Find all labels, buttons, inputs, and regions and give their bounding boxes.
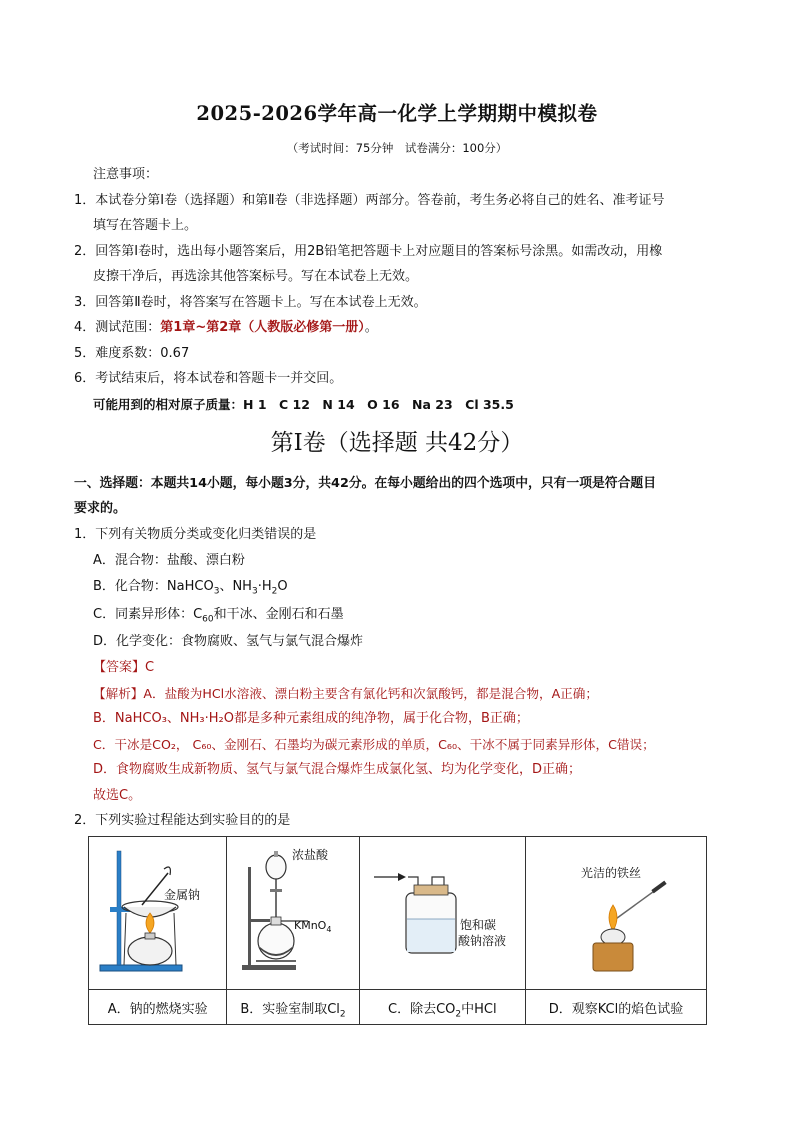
flame-test-figure bbox=[527, 837, 705, 985]
item-number: 1． bbox=[74, 193, 96, 208]
notice-item-6 bbox=[74, 370, 342, 388]
q1-option-b: B．化合物：NaHCO$_3$、$NH_3\cdot H_2O$ bbox=[93, 579, 288, 597]
label-conc-hcl: 浓盐酸 bbox=[291, 848, 328, 862]
section-title: 第Ⅰ卷（选择题 共42分） bbox=[270, 430, 524, 456]
item-text: 测试范围： bbox=[95, 320, 161, 335]
notice-item-4 bbox=[74, 319, 378, 337]
item-number: 5． bbox=[74, 346, 96, 361]
caption-c bbox=[359, 990, 525, 1025]
option-b-text2: 、NH bbox=[219, 579, 252, 594]
item-text: 回答第Ⅰ卷时，选出每小题答案后，用2B铅笔把答题卡上对应题目的答案标号涂黑。如需改动，用橡 bbox=[95, 244, 663, 259]
answer-label: 【答案】 bbox=[93, 660, 146, 675]
q1-analysis-5: 故选C。 bbox=[93, 788, 142, 803]
option-c-sub: 60 bbox=[202, 614, 214, 625]
chlorine-prep-figure bbox=[228, 837, 358, 985]
option-b-text: B．化合物：NaHCO bbox=[93, 579, 214, 594]
q1-analysis-2: B．NaHCO₃、NH₃·H₂O都是多种元素组成的纯净物，属于化合物，B正确； bbox=[93, 711, 529, 726]
q1-analysis-3: C．干冰是CO₂， C₆₀、金刚石、石墨均为碳元素形成的单质，C₆₀、干冰不属于同素异形体，C错误； bbox=[93, 737, 655, 752]
caption-c-text: C．除去CO bbox=[388, 1001, 456, 1017]
item-number: 2． bbox=[74, 244, 96, 259]
item-text: 难度系数：0.67 bbox=[95, 346, 190, 361]
test-scope: 第1章~第2章（人教版必修第一册） bbox=[160, 320, 365, 335]
item-number: 6． bbox=[74, 371, 96, 386]
question-1-stem: 1．下列有关物质分类或变化归类错误的是 bbox=[74, 527, 317, 542]
notice-item-1 bbox=[74, 192, 665, 210]
notice-item-1-cont: 填写在答题卡上。 bbox=[93, 218, 198, 233]
notice-item-2-cont: 皮擦干净后，再选涂其他答案标号。写在本试卷上无效。 bbox=[93, 269, 419, 284]
caption-b-text: B．实验室制取Cl bbox=[240, 1001, 340, 1017]
label-kmno4-sub: 4 bbox=[326, 925, 332, 934]
page-title: 2025-2026学年高一化学上学期期中模拟卷 bbox=[196, 102, 598, 125]
experiment-table bbox=[88, 836, 707, 1025]
option-c-text: C．同素异形体：C bbox=[93, 607, 203, 622]
option-b-text4: O bbox=[277, 579, 288, 594]
q1-option-a: A．混合物：盐酸、漂白粉 bbox=[93, 553, 245, 568]
q1-analysis-4: D．食物腐败生成新物质、氢气与氯气混合爆炸生成氯化氢、均为化学变化，D正确； bbox=[93, 762, 582, 777]
caption-b-sub: 2 bbox=[339, 1009, 346, 1020]
caption-b bbox=[227, 990, 359, 1025]
figure-b-cell bbox=[227, 837, 359, 990]
exam-info: （考试时间：75分钟 试卷满分：100分） bbox=[286, 141, 508, 155]
notice-item-3 bbox=[74, 294, 427, 312]
figure-c-cell bbox=[359, 837, 525, 990]
label-kmno4 bbox=[294, 919, 331, 934]
label-iron-wire: 光洁的铁丝 bbox=[580, 866, 641, 880]
q1-answer bbox=[93, 659, 154, 677]
option-b-text3: ·H bbox=[257, 579, 272, 594]
label-sodium-carbonate-1: 饱和碳 bbox=[460, 918, 497, 932]
caption-d: D．观察KCl的焰色试验 bbox=[525, 990, 706, 1025]
caption-c-suffix: 中HCl bbox=[461, 1001, 497, 1017]
item-text: 考试结束后，将本试卷和答题卡一并交回。 bbox=[95, 371, 343, 386]
q1-option-d: D．化学变化：食物腐败、氢气与氯气混合爆炸 bbox=[93, 634, 364, 649]
gas-washing-figure bbox=[360, 837, 524, 985]
figure-d-cell bbox=[525, 837, 706, 990]
answer-value: C bbox=[145, 660, 155, 675]
item-number: 4． bbox=[74, 320, 96, 335]
item-text: 本试卷分第Ⅰ卷（选择题）和第Ⅱ卷（非选择题）两部分。答卷前，考生务必将自己的姓名、准考证号 bbox=[95, 193, 665, 208]
section-intro-cont: 要求的。 bbox=[74, 501, 127, 516]
label-kmno4-text: KMnO bbox=[293, 919, 327, 932]
caption-a: A．钠的燃烧实验 bbox=[89, 990, 227, 1025]
sodium-combustion-figure bbox=[90, 837, 226, 985]
q1-option-c bbox=[93, 606, 344, 624]
item-text: 回答第Ⅱ卷时，将答案写在答题卡上。写在本试卷上无效。 bbox=[95, 295, 427, 310]
notice-item-5 bbox=[74, 345, 189, 363]
option-c-text2: 和干冰、金刚石和石墨 bbox=[213, 607, 344, 622]
figure-a-cell bbox=[89, 837, 227, 990]
q1-analysis-1: 【解析】A．盐酸为HCl水溶液、漂白粉主要含有氯化钙和次氯酸钙，都是混合物，A正确； bbox=[93, 686, 598, 701]
item-number: 3． bbox=[74, 295, 96, 310]
item-suffix: 。 bbox=[364, 320, 378, 335]
question-2-stem: 2．下列实验过程能达到实验目的的是 bbox=[74, 813, 291, 828]
section-intro: 一、选择题：本题共14小题，每小题3分，共42分。在每小题给出的四个选项中，只有一项是符合题目 bbox=[74, 476, 656, 491]
atomic-masses: 可能用到的相对原子质量：H 1 C 12 N 14 O 16 Na 23 Cl 35.5 bbox=[93, 397, 514, 412]
notice-heading: 注意事项： bbox=[93, 167, 159, 182]
caption-c-sub: 2 bbox=[455, 1009, 462, 1020]
label-sodium-carbonate-2: 酸钠溶液 bbox=[458, 934, 507, 948]
label-sodium: 金属钠 bbox=[163, 888, 200, 902]
notice-item-2 bbox=[74, 243, 662, 261]
